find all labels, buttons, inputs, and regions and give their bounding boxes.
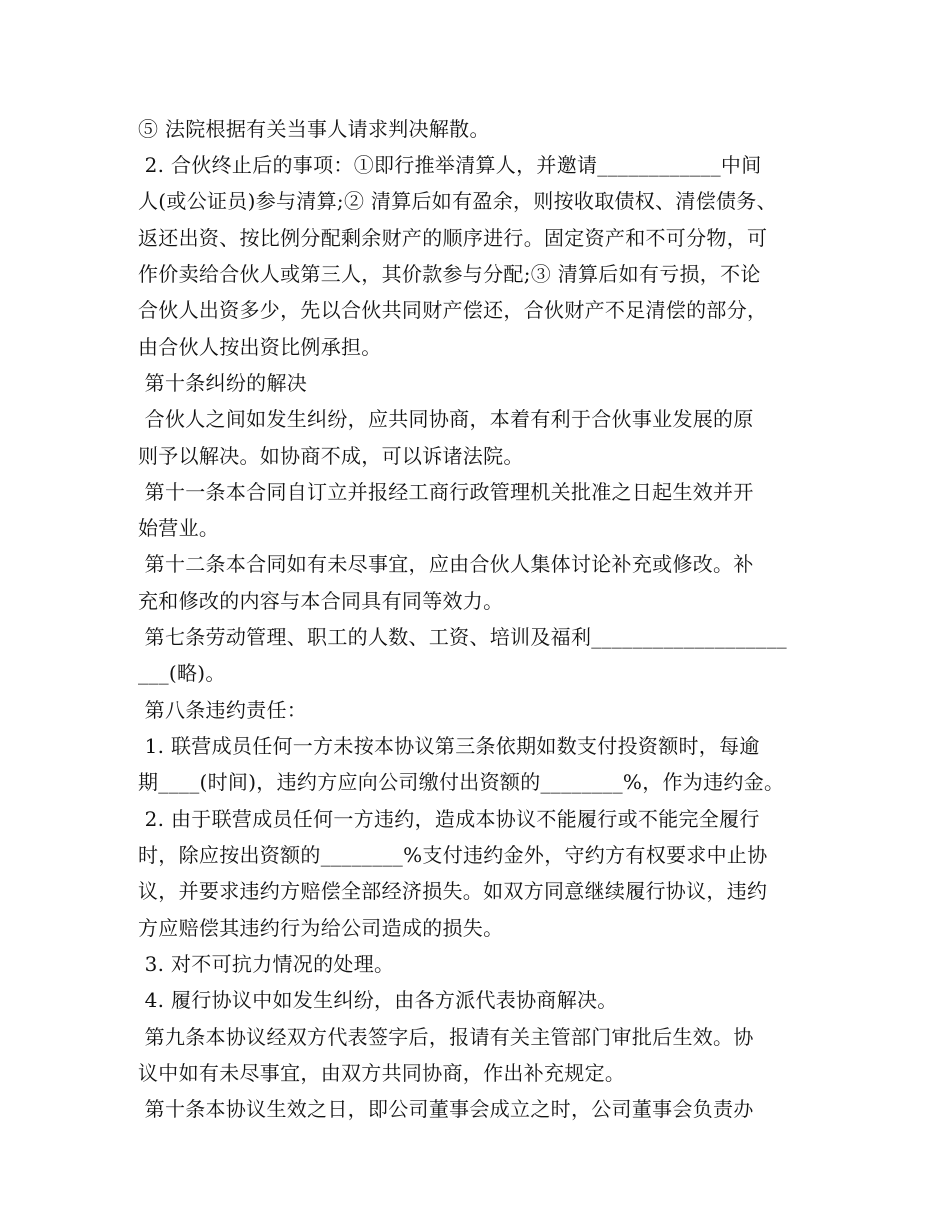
text-line: 2. 由于联营成员任何一方违约，造成本协议不能履行或不能完全履行 [138, 807, 760, 831]
text-line: 充和修改的内容与本合同具有同等效力。 [138, 589, 504, 613]
text-line: 3. 对不可抗力情况的处理。 [138, 952, 395, 976]
text-line: 2. 合伙终止后的事项：①即行推举清算人，并邀请____________中间 [138, 153, 762, 177]
text-line: 始营业。 [138, 516, 220, 540]
text-line: ___(略)。 [138, 661, 226, 685]
text-line: 作价卖给合伙人或第三人，其价款参与分配;③ 清算后如有亏损，不论 [138, 262, 761, 286]
text-line: 方应赔偿其违约行为给公司造成的损失。 [138, 916, 504, 940]
text-line: 第十一条本合同自订立并报经工商行政管理机关批准之日起生效并开 [138, 480, 754, 504]
text-line: 第八条违约责任： [138, 698, 308, 722]
text-line: ⑤ 法院根据有关当事人请求判决解散。 [138, 117, 490, 141]
text-line: 第十条本协议生效之日，即公司董事会成立之时，公司董事会负责办 [138, 1097, 754, 1121]
text-line: 第十条纠纷的解决 [138, 371, 308, 395]
text-line: 返还出资、按比例分配剩余财产的顺序进行。固定资产和不可分物，可 [138, 226, 768, 250]
text-line: 则予以解决。如协商不成，可以诉诸法院。 [138, 444, 524, 468]
text-line: 议，并要求违约方赔偿全部经济损失。如双方同意继续履行协议，违约 [138, 879, 768, 903]
text-line: 人(或公证员)参与清算;② 清算后如有盈余，则按收取债权、清偿债务、 [138, 189, 777, 213]
text-line: 第七条劳动管理、职工的人数、工资、培训及福利___________________ [138, 625, 787, 649]
text-line: 时，除应按出资额的________%支付违约金外，守约方有权要求中止协 [138, 843, 768, 867]
text-line: 由合伙人按出资比例承担。 [138, 335, 382, 359]
text-line: 1. 联营成员任何一方未按本协议第三条依期如数支付投资额时，每逾 [138, 734, 760, 758]
text-line: 4. 履行协议中如发生纠纷，由各方派代表协商解决。 [138, 988, 618, 1012]
text-line: 合伙人之间如发生纠纷，应共同协商，本着有利于合伙事业发展的原 [138, 407, 754, 431]
text-line: 合伙人出资多少，先以合伙共同财产偿还，合伙财产不足清偿的部分， [138, 298, 768, 322]
text-line: 期____(时间)，违约方应向公司缴付出资额的________%，作为违约金。 [138, 770, 785, 794]
text-line: 第十二条本合同如有未尽事宜，应由合伙人集体讨论补充或修改。补 [138, 552, 754, 576]
text-line: 第九条本协议经双方代表签字后，报请有关主管部门审批后生效。协 [138, 1025, 754, 1049]
text-line: 议中如有未尽事宜，由双方共同协商，作出补充规定。 [138, 1061, 626, 1085]
